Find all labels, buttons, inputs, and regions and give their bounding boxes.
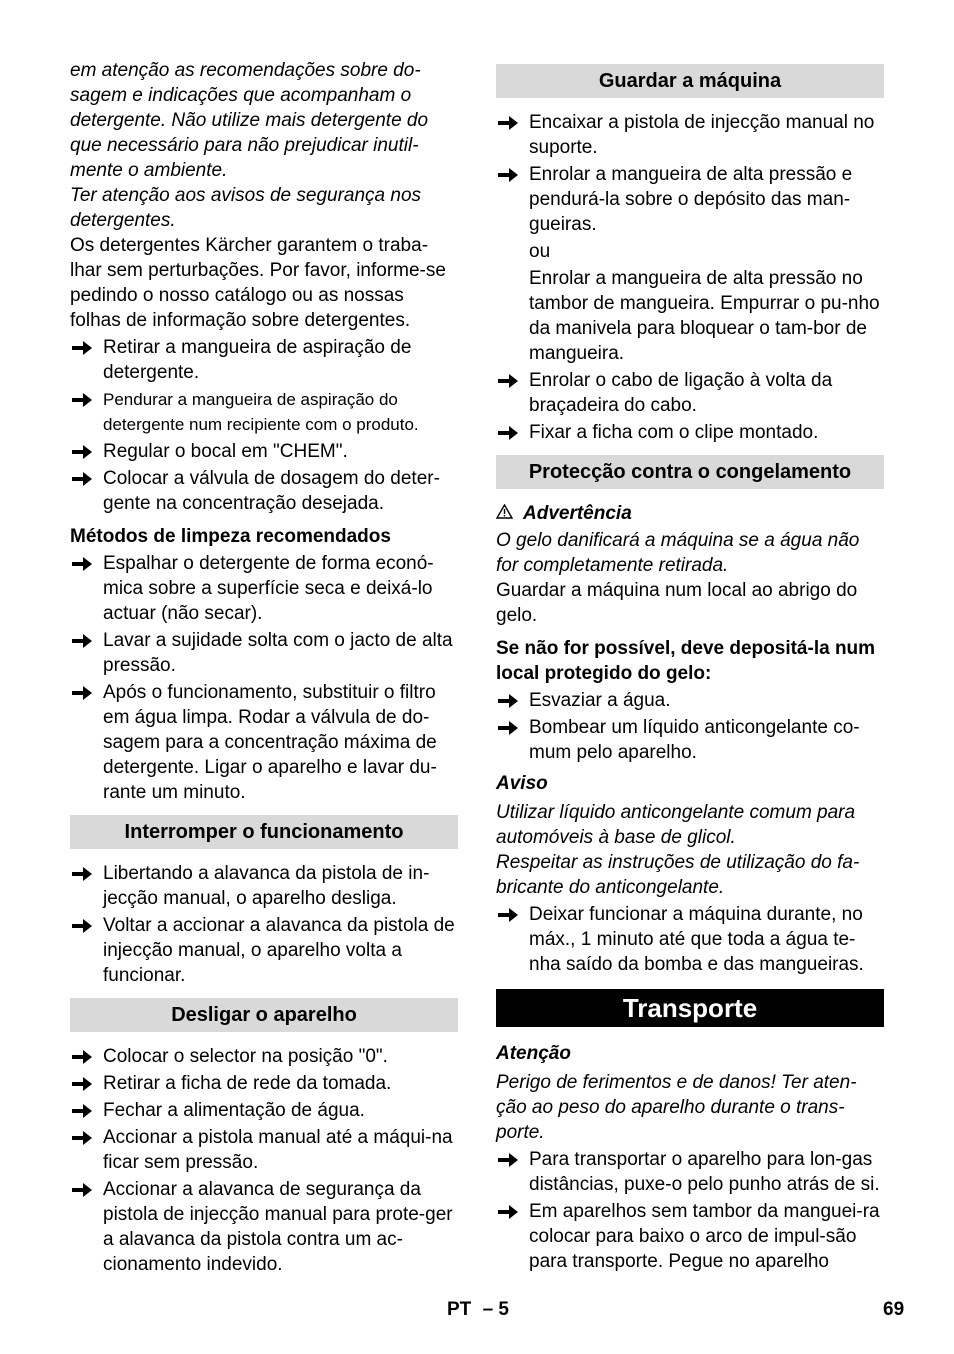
list-item: Fixar a ficha com o clipe montado. (496, 420, 884, 445)
list-item: Fechar a alimentação de água. (70, 1098, 458, 1123)
footer-section-label: PT (447, 1299, 472, 1320)
list-item: Regular o bocal em "CHEM". (70, 439, 458, 464)
intro-italic-1: em atenção as recomendações sobre do-sagem e indicações que acompanham o detergente. Não utilize mais detergente do que necessário para não prejudicar inutil-mente o ambiente. (70, 60, 429, 181)
store-text: Guardar a máquina num local ao abrigo do gelo. (496, 580, 858, 626)
arrow-right-icon (72, 1098, 94, 1118)
aviso-text-1: Utilizar líquido anticongelante comum para automóveis à base de glicol. (496, 802, 856, 848)
methods-heading: Métodos de limpeza recomendados (70, 526, 391, 547)
arrow-right-icon (498, 902, 520, 922)
warning-text: O gelo danificará a máquina se a água não for completamente retirada. (496, 530, 860, 576)
arrow-right-icon (72, 1177, 94, 1197)
aviso-title: Aviso (496, 773, 548, 794)
list-item: Enrolar o cabo de ligação à volta da braçadeira do cabo. (496, 368, 884, 418)
or-text: ou (529, 241, 551, 262)
list-item: Accionar a pistola manual até a máqui-na ficar sem pressão. (70, 1125, 458, 1175)
arrow-right-icon (498, 715, 520, 735)
arrow-right-icon (72, 387, 94, 407)
footer-separator: – (482, 1299, 494, 1320)
arrow-right-icon (498, 368, 520, 388)
list-item: Colocar o selector na posição "0". (70, 1044, 458, 1069)
arrow-right-icon (498, 420, 520, 440)
arrow-right-icon (72, 551, 94, 571)
arrow-right-icon (498, 688, 520, 708)
bold-note: Se não for possível, deve depositá-la num local protegido do gelo: (496, 638, 876, 684)
list-item: Colocar a válvula de dosagem do deter-gente na concentração desejada. (70, 466, 458, 516)
warning-title: Advertência (523, 503, 632, 524)
list-item: Deixar funcionar a máquina durante, no máx., 1 minuto até que toda a água te-nha saído da bomba e das mangueiras. (496, 902, 884, 977)
list-item: Accionar a alavanca de segurança da pistola de injecção manual para prote-ger a alavanca da pistola contra um ac-cionamento indevido. (70, 1177, 458, 1277)
left-column (70, 58, 458, 1277)
list-item: Enrolar a mangueira de alta pressão e pendurá-la sobre o depósito das man-gueiras. (496, 162, 884, 237)
list-item: Retirar a mangueira de aspiração de detergente. (70, 335, 458, 385)
list-item: Em aparelhos sem tambor da manguei-ra colocar para baixo o arco de impul-são para transporte. Pegue no aparelho (496, 1199, 884, 1274)
atencao-text: Perigo de ferimentos e de danos! Ter aten-ção ao peso do aparelho durante o trans-porte. (496, 1072, 857, 1143)
warning-heading (496, 501, 884, 526)
arrow-right-icon (498, 1147, 520, 1167)
list-item: Para transportar o aparelho para lon-gas distâncias, puxe-o pelo punho atrás de si. (496, 1147, 884, 1197)
arrow-right-icon (72, 861, 94, 881)
list-item: Lavar a sujidade solta com o jacto de alta pressão. (70, 628, 458, 678)
list-item: Pendurar a mangueira de aspiração do detergente num recipiente com o produto. (70, 387, 458, 437)
page-number: 69 (883, 1299, 905, 1320)
arrow-right-icon (72, 1125, 94, 1145)
list-item: Libertando a alavanca da pistola de in-jecção manual, o aparelho desliga. (70, 861, 458, 911)
arrow-right-icon (72, 628, 94, 648)
warning-triangle-icon (496, 501, 523, 526)
intro-italic-2: Ter atenção aos avisos de segurança nos detergentes. (70, 185, 422, 231)
section-heading-transporte: Transporte (496, 989, 884, 1027)
arrow-right-icon (72, 680, 94, 700)
alternative-text: Enrolar a mangueira de alta pressão no tambor de mangueira. Empurrar o pu-nho da manivela para bloquear o tam-bor de mangueira. (529, 268, 880, 364)
list-item: Retirar a ficha de rede da tomada. (70, 1071, 458, 1096)
arrow-right-icon (72, 913, 94, 933)
intro-text: Os detergentes Kärcher garantem o traba-lhar sem perturbações. Por favor, informe-se pedindo o nosso catálogo ou as nossas folhas de informação sobre detergentes. (70, 235, 446, 331)
section-heading-interromper: Interromper o funcionamento (70, 815, 458, 849)
right-column (496, 58, 884, 1274)
page-footer-section (447, 1297, 509, 1322)
arrow-right-icon (72, 1071, 94, 1091)
arrow-right-icon (72, 335, 94, 355)
arrow-right-icon (498, 110, 520, 130)
list-item: Espalhar o detergente de forma econó-mica sobre a superfície seca e deixá-lo actuar (não secar). (70, 551, 458, 626)
list-item: Esvaziar a água. (496, 688, 884, 713)
arrow-right-icon (498, 162, 520, 182)
arrow-right-icon (72, 439, 94, 459)
arrow-right-icon (72, 1044, 94, 1064)
footer-section-page: 5 (498, 1299, 509, 1320)
list-item: Bombear um líquido anticongelante co-mum pelo aparelho. (496, 715, 884, 765)
arrow-right-icon (498, 1199, 520, 1219)
section-heading-guardar: Guardar a máquina (496, 64, 884, 98)
arrow-right-icon (72, 466, 94, 486)
list-item: Encaixar a pistola de injecção manual no suporte. (496, 110, 884, 160)
aviso-text-2: Respeitar as instruções de utilização do fa-bricante do anticongelante. (496, 852, 860, 898)
list-item: Após o funcionamento, substituir o filtro em água limpa. Rodar a válvula de do-sagem para a concentração máxima de detergente. Ligar o aparelho e lavar du-rante um minuto. (70, 680, 458, 805)
section-heading-desligar: Desligar o aparelho (70, 998, 458, 1032)
list-item: Voltar a accionar a alavanca da pistola de injecção manual, o aparelho volta a funcionar. (70, 913, 458, 988)
atencao-title: Atenção (496, 1043, 571, 1064)
section-heading-congelamento: Protecção contra o congelamento (496, 455, 884, 489)
